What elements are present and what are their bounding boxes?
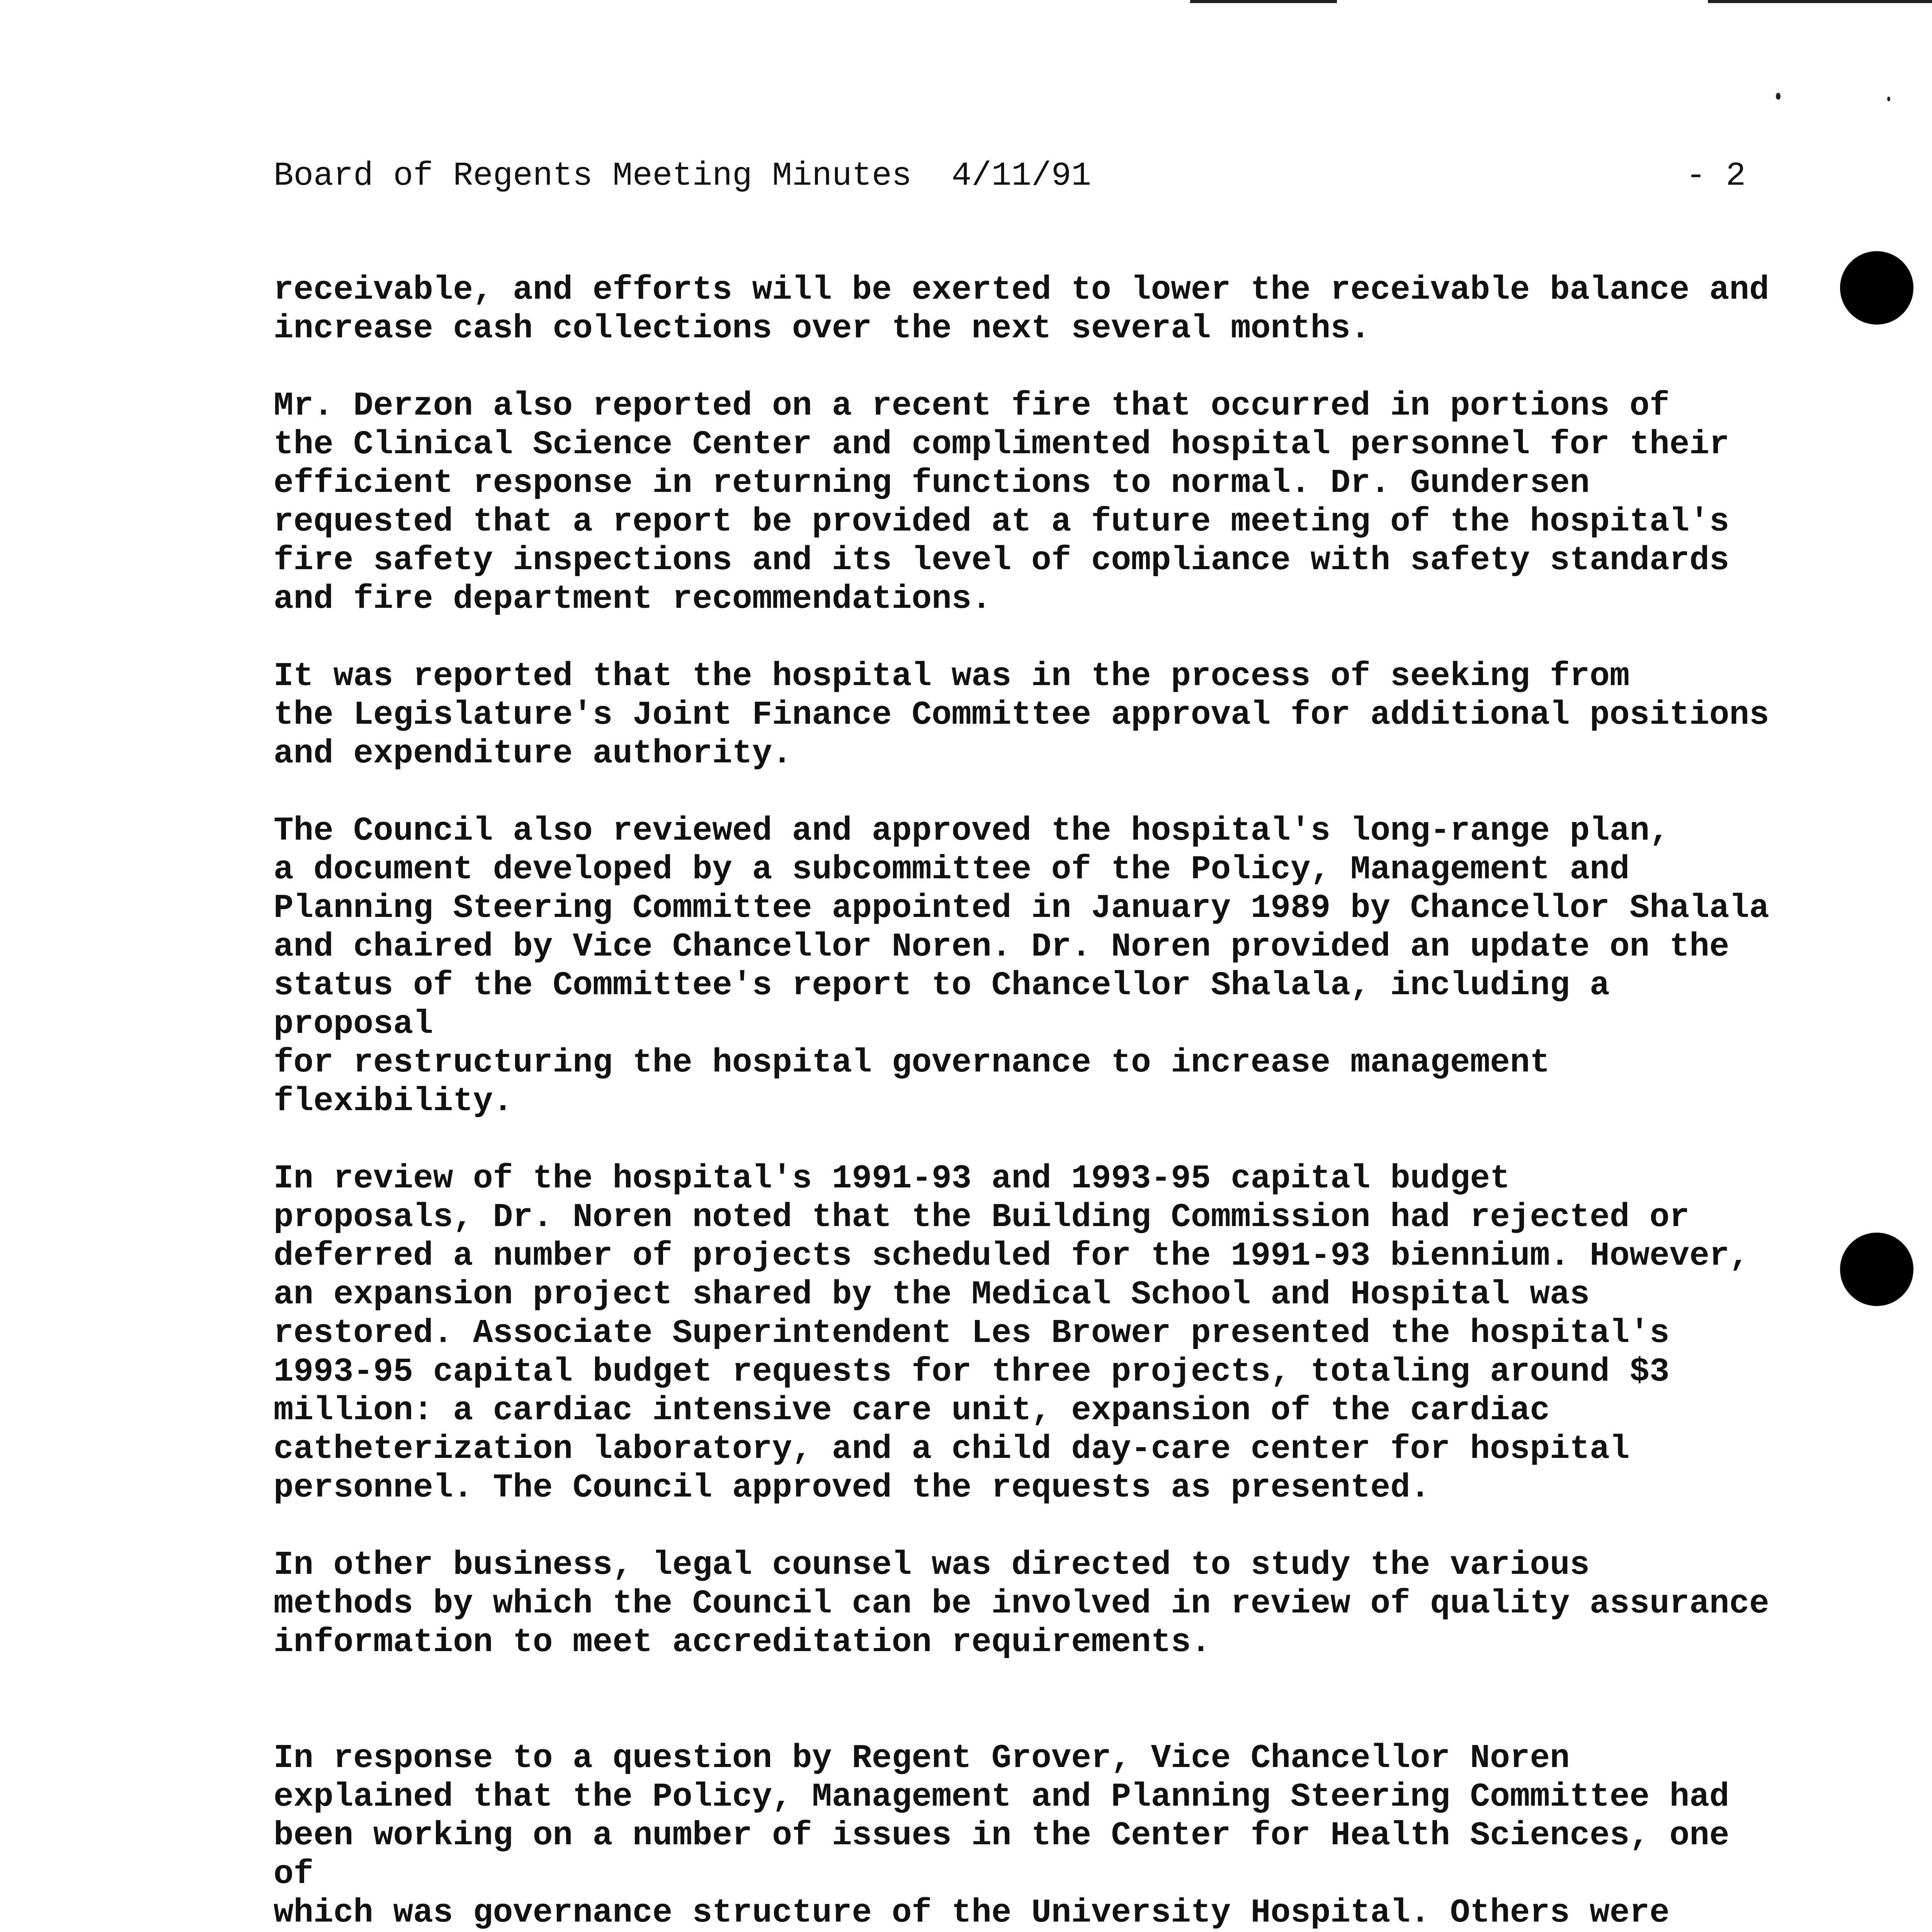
paragraph-receivables: receivable, and efforts will be exerted to lower the receivable balance and increase cash collections over the next several months. [274, 271, 1769, 347]
scan-speck [1887, 97, 1890, 101]
scan-speck [1776, 93, 1781, 100]
binder-hole-top [1840, 251, 1913, 325]
scan-edge-mark [1190, 0, 1337, 3]
page-number: - 2 [1686, 157, 1746, 195]
paragraph-joint-finance: It was reported that the hospital was in the process of seeking from the Legislature's Joint Finance Committee approval for additional positions and expenditure authority. [274, 657, 1769, 772]
paragraph-quality-assurance: In other business, legal counsel was directed to study the various methods by which the Council can be involved in review of quality assurance information to meet accreditation requirements. [274, 1546, 1769, 1661]
document-title: Board of Regents Meeting Minutes 4/11/91 [274, 157, 1091, 195]
binder-hole-middle [1840, 1233, 1913, 1306]
paragraph-capital-budget: In review of the hospital's 1991-93 and 1993-95 capital budget proposals, Dr. Noren noted that the Building Commission had rejected or deferred a number of projects scheduled for the 1991-93 biennium. However, an expansion project shared by the Medical School and Hospital was restored. Associate Superintendent Les Brower presented the hospital's 1993-95 capital budget requests for three projects, totaling around $3 million: a cardiac intensive care unit, expansion of the cardiac catheterization laboratory, and a child day-care center for hospital personnel. The Council approved the requests as presented. [274, 1160, 1750, 1507]
scan-edge-mark [1708, 0, 1932, 3]
paragraph-fire-report: Mr. Derzon also reported on a recent fire that occurred in portions of the Clinical Science Center and complimented hospital personnel for their efficient response in returning functions to normal. Dr. Gundersen requested that a report be provided at a future meeting of the hospital's fire safety inspections and its level of compliance with safety standards and fire department recommendations. [274, 387, 1730, 618]
paragraph-long-range-plan: The Council also reviewed and approved the hospital's long-range plan, a document developed by a subcommittee of the Policy, Management and Planning Steering Committee appointed in January 1989 by Chancellor Shalala and chaired by Vice Chancellor Noren. Dr. Noren provided an update on the status of the Committee's report to Chancellor Shalala, including a proposal for restructuring the hospital governance to increase management flexibility. [274, 812, 1769, 1120]
paragraph-steering-committee: In response to a question by Regent Grover, Vice Chancellor Noren explained that the Policy, Management and Planning Steering Committee had been working on a number of issues in the Center for Health Sciences, one of which was governance structure of the University Hospital. Others were [274, 1739, 1730, 1932]
document-body [274, 270, 1781, 1932]
